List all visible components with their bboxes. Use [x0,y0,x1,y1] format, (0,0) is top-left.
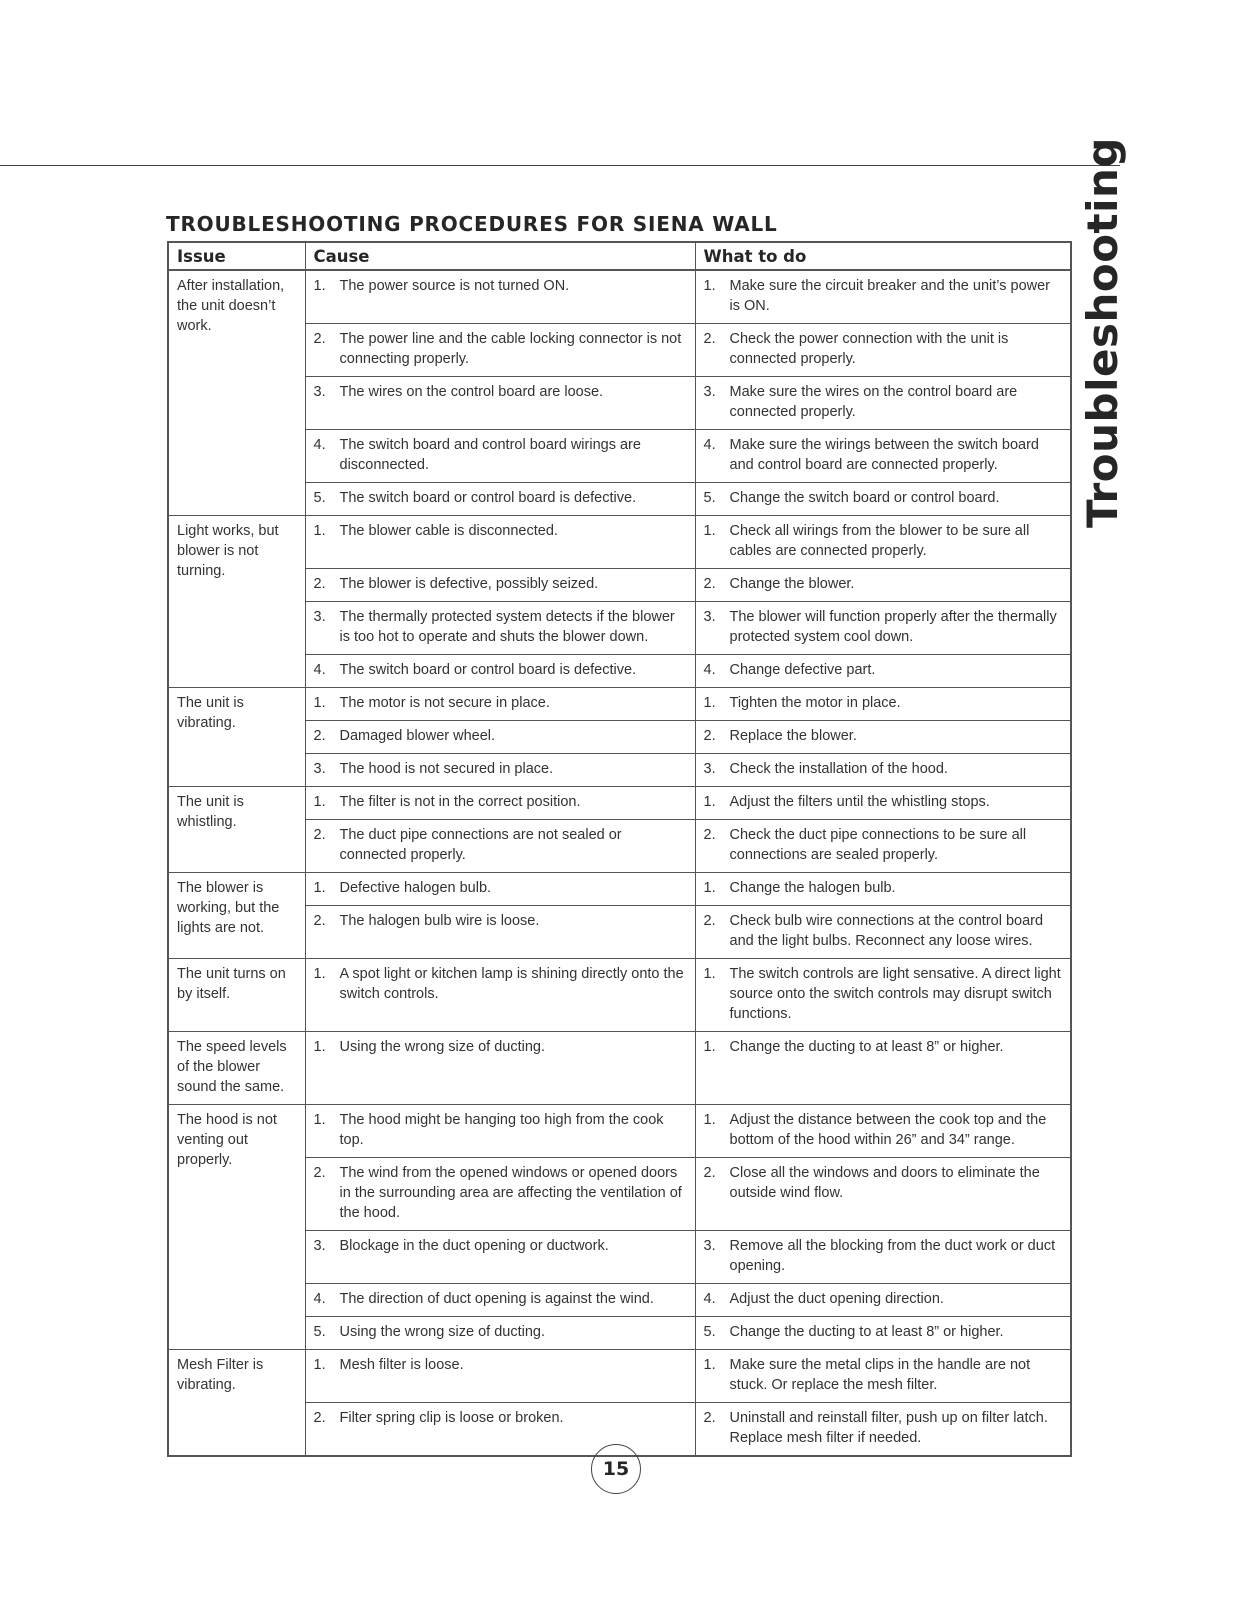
numbered-item [704,607,1063,647]
issue-cell: Mesh Filter is vibrating. [168,1350,305,1457]
issue-cell: Light works, but blower is not turning. [168,516,305,688]
troubleshooting-table [167,241,1072,1457]
item-number: 3. [703,761,716,777]
item-number: 3. [313,1238,326,1254]
cause-cell [305,377,695,430]
item-number: 3. [703,384,716,400]
cause-cell [305,721,695,754]
table-row [168,873,1071,906]
numbered-item [314,1289,687,1309]
numbered-item [314,488,687,508]
numbered-item [704,329,1063,369]
cause-cell [305,787,695,820]
cause-text: The wind from the opened windows or opened doors in the surrounding area are affecting the ventilation of the hood. [339,1165,682,1221]
cause-cell [305,1158,695,1231]
item-number: 1. [703,695,716,711]
cause-text: Blockage in the duct opening or ductwork. [339,1238,609,1254]
numbered-item [314,276,687,296]
action-cell [695,754,1071,787]
issue-cell: The unit is whistling. [168,787,305,873]
numbered-item [704,1322,1063,1342]
action-cell [695,569,1071,602]
issue-cell: After installation, the unit doesn’t work. [168,270,305,516]
cause-text: Damaged blower wheel. [339,728,496,744]
action-cell [695,483,1071,516]
numbered-item [704,1355,1063,1395]
table-row [168,1032,1071,1105]
cause-cell [305,1284,695,1317]
action-text: The blower will function properly after the thermally protected system cool down. [729,609,1057,645]
item-number: 2. [313,913,326,929]
cause-text: The power line and the cable locking connector is not connecting properly. [339,331,682,367]
numbered-item [704,488,1063,508]
action-text: Change the halogen bulb. [729,880,896,896]
action-text: Remove all the blocking from the duct work or duct opening. [729,1238,1056,1274]
table-body [168,270,1071,1456]
action-cell [695,270,1071,324]
numbered-item [314,521,687,541]
cause-cell [305,754,695,787]
item-number: 2. [313,331,326,347]
action-cell [695,906,1071,959]
issue-cell: The speed levels of the blower sound the same. [168,1032,305,1105]
action-text: Change the ducting to at least 8” or higher. [729,1324,1004,1340]
numbered-item [314,878,687,898]
action-cell [695,721,1071,754]
numbered-item [314,1163,687,1223]
action-text: Replace the blower. [729,728,857,744]
cause-text: Filter spring clip is loose or broken. [339,1410,564,1426]
item-number: 5. [703,1324,716,1340]
action-cell [695,655,1071,688]
cause-text: Using the wrong size of ducting. [339,1039,546,1055]
issue-cell: The hood is not venting out properly. [168,1105,305,1350]
action-text: Check bulb wire connections at the control board and the light bulbs. Reconnect any loose wires. [729,913,1044,949]
action-text: Close all the windows and doors to eliminate the outside wind flow. [729,1165,1040,1201]
action-cell [695,1032,1071,1105]
cause-cell [305,516,695,569]
numbered-item [314,1322,687,1342]
action-cell [695,1317,1071,1350]
item-number: 2. [313,1165,326,1181]
numbered-item [704,382,1063,422]
numbered-item [314,382,687,402]
numbered-item [704,435,1063,475]
numbered-item [314,435,687,475]
action-cell [695,430,1071,483]
item-number: 2. [703,331,716,347]
numbered-item [314,1236,687,1256]
item-number: 1. [703,966,716,982]
item-number: 2. [313,827,326,843]
action-text: Make sure the wires on the control board are connected properly. [729,384,1018,420]
item-number: 1. [313,278,326,294]
cause-text: The halogen bulb wire is loose. [339,913,540,929]
item-number: 1. [313,695,326,711]
cause-cell [305,906,695,959]
item-number: 4. [313,437,326,453]
numbered-item [704,726,1063,746]
cause-cell [305,1317,695,1350]
cause-text: The hood might be hanging too high from the cook top. [339,1112,664,1148]
issue-cell: The blower is working, but the lights are not. [168,873,305,959]
item-number: 1. [703,1112,716,1128]
item-number: 1. [703,1039,716,1055]
cause-text: Defective halogen bulb. [339,880,492,896]
cause-cell [305,688,695,721]
item-number: 3. [313,609,326,625]
numbered-item [314,1355,687,1375]
numbered-item [704,964,1063,1024]
action-text: Check the duct pipe connections to be sure all connections are sealed properly. [729,827,1027,863]
cause-cell [305,1032,695,1105]
action-cell [695,1403,1071,1457]
action-text: Check all wirings from the blower to be sure all cables are connected properly. [729,523,1030,559]
item-number: 2. [703,728,716,744]
item-number: 5. [313,1324,326,1340]
numbered-item [704,911,1063,951]
table-row [168,270,1071,324]
action-cell [695,516,1071,569]
cause-cell [305,1403,695,1457]
header-rule [0,165,1120,166]
numbered-item [314,574,687,594]
cause-cell [305,1105,695,1158]
cause-text: The switch board and control board wirings are disconnected. [339,437,641,473]
cause-cell [305,820,695,873]
action-text: Change the switch board or control board. [729,490,1000,506]
cause-cell [305,270,695,324]
action-text: Make sure the circuit breaker and the unit’s power is ON. [729,278,1051,314]
action-text: Tighten the motor in place. [729,695,901,711]
action-text: Uninstall and reinstall filter, push up on filter latch. Replace mesh filter if needed. [729,1410,1048,1446]
item-number: 3. [313,761,326,777]
numbered-item [704,878,1063,898]
action-text: Change defective part. [729,662,876,678]
action-cell [695,377,1071,430]
item-number: 1. [703,794,716,810]
item-number: 2. [703,1410,716,1426]
numbered-item [704,825,1063,865]
action-text: Adjust the filters until the whistling stops. [729,794,990,810]
item-number: 5. [313,490,326,506]
cause-text: The switch board or control board is defective. [339,490,637,506]
cause-text: The filter is not in the correct position. [339,794,581,810]
cause-text: The blower is defective, possibly seized. [339,576,599,592]
numbered-item [314,329,687,369]
cause-text: The wires on the control board are loose. [339,384,604,400]
item-number: 1. [313,880,326,896]
cause-cell [305,430,695,483]
numbered-item [704,1236,1063,1276]
numbered-item [704,1037,1063,1057]
item-number: 3. [703,609,716,625]
table-header-row [168,242,1071,270]
action-text: Adjust the duct opening direction. [729,1291,944,1307]
action-cell [695,1158,1071,1231]
cause-text: The direction of duct opening is against the wind. [339,1291,654,1307]
table-row [168,787,1071,820]
numbered-item [314,693,687,713]
item-number: 2. [313,1410,326,1426]
numbered-item [314,660,687,680]
action-cell [695,1105,1071,1158]
action-cell [695,324,1071,377]
issue-cell: The unit is vibrating. [168,688,305,787]
cause-text: The hood is not secured in place. [339,761,554,777]
action-cell [695,959,1071,1032]
numbered-item [314,607,687,647]
cause-text: The motor is not secure in place. [339,695,550,711]
page-number: 15 [591,1444,641,1494]
action-text: Check the power connection with the unit is connected properly. [729,331,1009,367]
item-number: 2. [703,1165,716,1181]
item-number: 2. [703,576,716,592]
item-number: 1. [703,1357,716,1373]
action-cell [695,820,1071,873]
numbered-item [314,792,687,812]
cause-text: A spot light or kitchen lamp is shining directly onto the switch controls. [339,966,684,1002]
cause-text: The blower cable is disconnected. [339,523,558,539]
action-cell [695,787,1071,820]
cause-text: The switch board or control board is defective. [339,662,637,678]
item-number: 1. [703,278,716,294]
item-number: 2. [703,913,716,929]
numbered-item [704,693,1063,713]
cause-cell [305,569,695,602]
cause-cell [305,959,695,1032]
cause-cell [305,655,695,688]
table-row [168,1350,1071,1403]
cause-cell [305,873,695,906]
numbered-item [704,1163,1063,1203]
action-text: Adjust the distance between the cook top and the bottom of the hood within 26” and 34” range. [729,1112,1047,1148]
action-cell [695,1284,1071,1317]
action-text: Make sure the metal clips in the handle are not stuck. Or replace the mesh filter. [729,1357,1031,1393]
cause-text: The duct pipe connections are not sealed or connected properly. [339,827,622,863]
action-text: The switch controls are light sensative. A direct light source onto the switch controls may disrupt switch functions. [729,966,1061,1022]
action-cell [695,602,1071,655]
item-number: 2. [313,728,326,744]
column-header-what-to-do: What to do [695,242,1071,270]
cause-cell [305,1231,695,1284]
issue-cell: The unit turns on by itself. [168,959,305,1032]
numbered-item [704,759,1063,779]
numbered-item [314,759,687,779]
item-number: 3. [703,1238,716,1254]
numbered-item [314,911,687,931]
numbered-item [704,574,1063,594]
numbered-item [704,1289,1063,1309]
table-row [168,959,1071,1032]
cause-cell [305,1350,695,1403]
cause-text: The thermally protected system detects if the blower is too hot to operate and shuts the blower down. [339,609,675,645]
action-text: Change the ducting to at least 8” or higher. [729,1039,1004,1055]
action-cell [695,1350,1071,1403]
table-row [168,516,1071,569]
numbered-item [314,964,687,1004]
numbered-item [704,521,1063,561]
section-side-title: Troubleshooting [1078,137,1127,528]
item-number: 1. [313,523,326,539]
item-number: 5. [703,490,716,506]
item-number: 1. [703,523,716,539]
action-cell [695,873,1071,906]
table-row [168,688,1071,721]
numbered-item [704,660,1063,680]
numbered-item [704,276,1063,316]
item-number: 4. [313,662,326,678]
item-number: 2. [313,576,326,592]
table-row [168,1105,1071,1158]
item-number: 4. [703,662,716,678]
cause-text: Mesh filter is loose. [339,1357,464,1373]
item-number: 4. [313,1291,326,1307]
item-number: 4. [703,437,716,453]
numbered-item [704,792,1063,812]
cause-cell [305,483,695,516]
cause-cell [305,324,695,377]
item-number: 1. [313,1112,326,1128]
item-number: 1. [313,1357,326,1373]
numbered-item [314,1408,687,1428]
page-heading: TROUBLESHOOTING PROCEDURES FOR SIENA WALL [166,212,778,236]
numbered-item [704,1110,1063,1150]
cause-text: Using the wrong size of ducting. [339,1324,546,1340]
numbered-item [314,1110,687,1150]
item-number: 3. [313,384,326,400]
numbered-item [314,1037,687,1057]
action-cell [695,1231,1071,1284]
numbered-item [704,1408,1063,1448]
action-text: Change the blower. [729,576,855,592]
column-header-cause: Cause [305,242,695,270]
column-header-issue: Issue [168,242,305,270]
cause-cell [305,602,695,655]
item-number: 2. [703,827,716,843]
item-number: 1. [313,1039,326,1055]
action-text: Make sure the wirings between the switch board and control board are connected properly. [729,437,1039,473]
item-number: 1. [313,794,326,810]
item-number: 4. [703,1291,716,1307]
item-number: 1. [313,966,326,982]
numbered-item [314,825,687,865]
numbered-item [314,726,687,746]
action-cell [695,688,1071,721]
cause-text: The power source is not turned ON. [339,278,570,294]
action-text: Check the installation of the hood. [729,761,948,777]
item-number: 1. [703,880,716,896]
